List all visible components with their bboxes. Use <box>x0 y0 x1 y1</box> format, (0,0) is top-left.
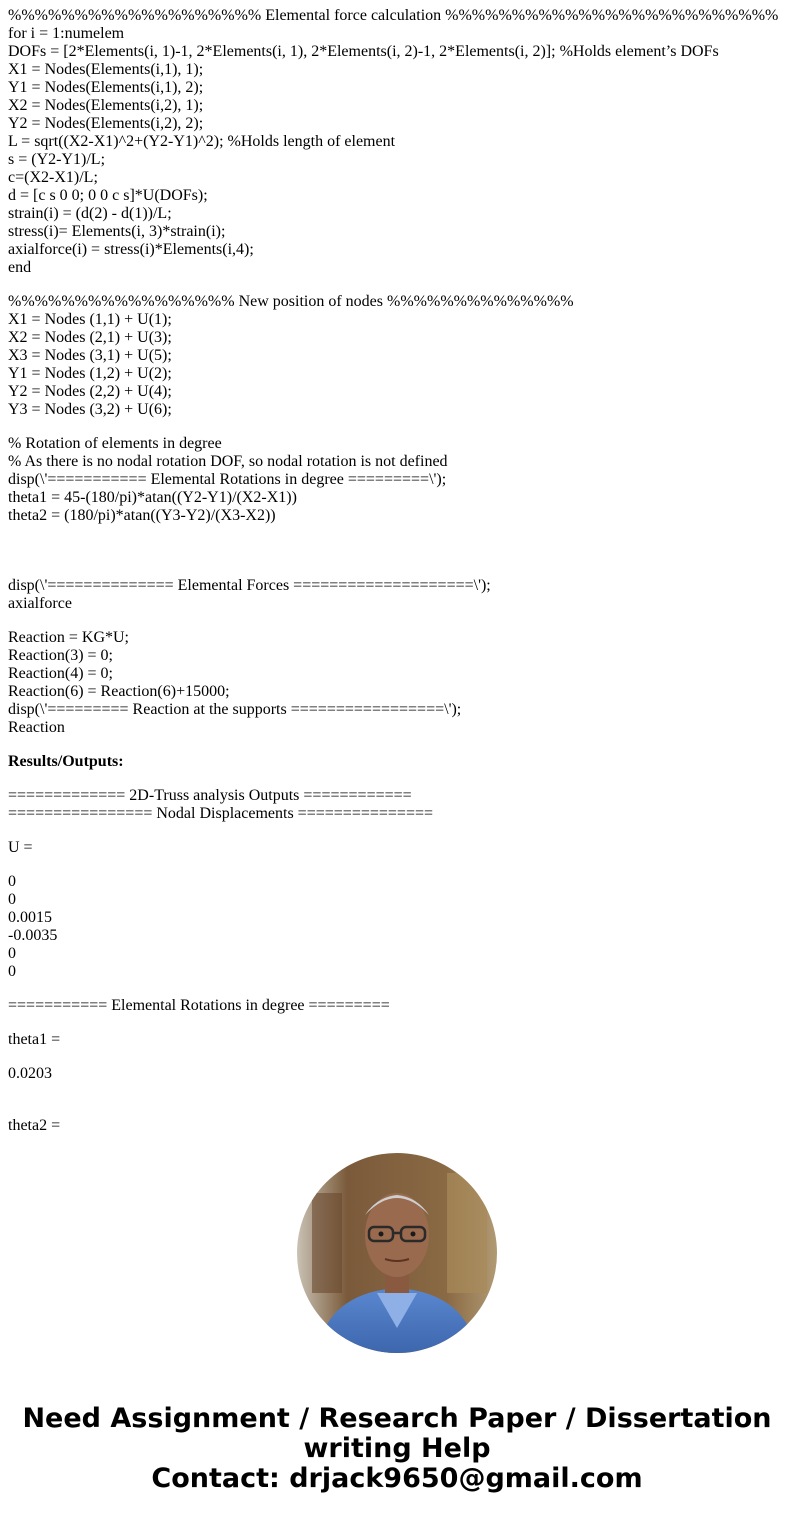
theta1-value-block <box>8 1065 788 1101</box>
code-line: X1 = Nodes(Elements(i,1), 1); <box>8 61 204 78</box>
theta1-label-block <box>8 1031 788 1049</box>
code-line: theta1 = 45-(180/pi)*atan((Y2-Y1)/(X2-X1)) <box>8 489 297 506</box>
code-line: Reaction(4) = 0; <box>8 665 113 682</box>
code-line: end <box>8 259 32 276</box>
code-line: Y1 = Nodes (1,2) + U(2); <box>8 365 172 382</box>
code-block-forces <box>8 577 788 613</box>
blank-line <box>8 1083 788 1101</box>
author-photo-icon <box>297 1153 497 1353</box>
cta-line-1: Need Assignment / Research Paper / Dissertation <box>22 1403 772 1434</box>
cta-line-2: writing Help <box>303 1433 491 1464</box>
u-value: 0 <box>8 963 16 980</box>
code-line: d = [c s 0 0; 0 0 c s]*U(DOFs); <box>8 187 208 204</box>
code-block-new-positions <box>8 293 788 419</box>
code-line <box>8 543 788 561</box>
code-block-reactions <box>8 629 788 737</box>
code-line: disp(\'=========== Elemental Rotations in degree =========\'); <box>8 471 447 488</box>
code-line: Y2 = Nodes(Elements(i,2), 2); <box>8 115 204 132</box>
code-line: X1 = Nodes (1,1) + U(1); <box>8 311 172 328</box>
cta-contact-email: Contact: drjack9650@gmail.com <box>151 1463 643 1494</box>
code-line: axialforce(i) = stress(i)*Elements(i,4); <box>8 241 254 258</box>
contact-banner <box>0 1404 794 1494</box>
u-value: -0.0035 <box>8 927 58 944</box>
code-line: %%%%%%%%%%%%%%%%%%% Elemental force calculation %%%%%%%%%%%%%%%%%%%%%%%%% <box>8 7 779 24</box>
code-line: axialforce <box>8 595 72 612</box>
u-values-block <box>8 873 788 981</box>
author-avatar <box>297 1153 497 1353</box>
code-block-rotations <box>8 435 788 561</box>
u-label-block <box>8 839 788 857</box>
code-line: Y1 = Nodes(Elements(i,1), 2); <box>8 79 204 96</box>
u-value: 0 <box>8 945 16 962</box>
output-line: ================ Nodal Displacements =============== <box>8 805 434 822</box>
code-line: X3 = Nodes (3,1) + U(5); <box>8 347 172 364</box>
rotations-header: =========== Elemental Rotations in degree ========= <box>8 997 390 1014</box>
theta2-label: theta2 = <box>8 1117 61 1134</box>
theta1-value: 0.0203 <box>8 1065 52 1082</box>
code-line: Reaction(3) = 0; <box>8 647 113 664</box>
u-label: U = <box>8 839 33 856</box>
code-line: s = (Y2-Y1)/L; <box>8 151 106 168</box>
document-body <box>8 7 788 1135</box>
code-line: X2 = Nodes (2,1) + U(3); <box>8 329 172 346</box>
code-line <box>8 525 788 543</box>
code-line: % Rotation of elements in degree <box>8 435 222 452</box>
code-line: disp(\'========= Reaction at the supports =================\'); <box>8 701 462 718</box>
code-line: Y3 = Nodes (3,2) + U(6); <box>8 401 172 418</box>
rotations-header-block <box>8 997 788 1015</box>
code-line: strain(i) = (d(2) - d(1))/L; <box>8 205 172 222</box>
output-line: ============= 2D-Truss analysis Outputs ============ <box>8 787 412 804</box>
code-line: %%%%%%%%%%%%%%%%% New position of nodes %%%%%%%%%%%%%% <box>8 293 574 310</box>
code-line: Reaction = KG*U; <box>8 629 129 646</box>
code-line: L = sqrt((X2-X1)^2+(Y2-Y1)^2); %Holds length of element <box>8 133 396 150</box>
theta1-label: theta1 = <box>8 1031 61 1048</box>
code-line: Y2 = Nodes (2,2) + U(4); <box>8 383 172 400</box>
code-line: DOFs = [2*Elements(i, 1)-1, 2*Elements(i, 1), 2*Elements(i, 2)-1, 2*Elements(i, 2)]; %Holds element’s DOFs <box>8 43 719 60</box>
u-value: 0 <box>8 891 16 908</box>
code-line: Reaction <box>8 719 65 736</box>
code-line: X2 = Nodes(Elements(i,2), 1); <box>8 97 204 114</box>
code-block-elemental-force <box>8 7 788 277</box>
code-line: Reaction(6) = Reaction(6)+15000; <box>8 683 230 700</box>
u-value: 0.0015 <box>8 909 52 926</box>
results-heading: Results/Outputs: <box>8 753 124 770</box>
output-header-block <box>8 787 788 823</box>
u-value: 0 <box>8 873 16 890</box>
code-line: % As there is no nodal rotation DOF, so nodal rotation is not defined <box>8 453 448 470</box>
code-line: stress(i)= Elements(i, 3)*strain(i); <box>8 223 226 240</box>
theta2-label-block <box>8 1117 788 1135</box>
code-line: c=(X2-X1)/L; <box>8 169 98 186</box>
code-line: disp(\'============== Elemental Forces ====================\'); <box>8 577 491 594</box>
code-line: theta2 = (180/pi)*atan((Y3-Y2)/(X3-X2)) <box>8 507 276 524</box>
code-line: for i = 1:numelem <box>8 25 125 42</box>
results-heading-block <box>8 753 788 771</box>
